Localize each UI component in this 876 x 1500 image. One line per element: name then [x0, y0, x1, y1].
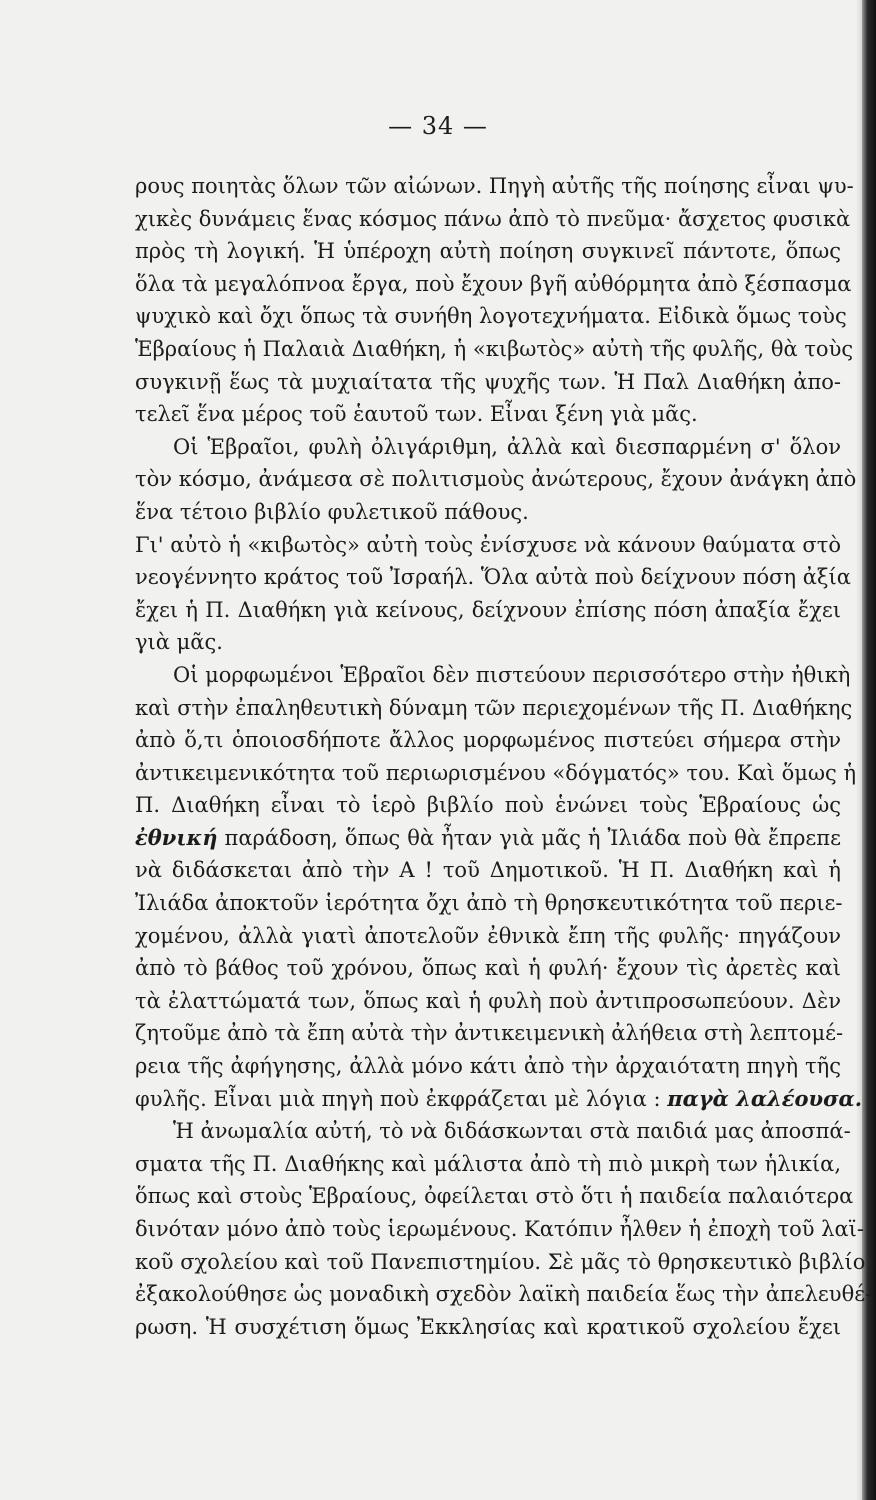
line-text: ἐξακολούθησε ὡς μοναδικὴ σχεδὸν λαϊκὴ παιδεία ἕως τὴν ἀπελευθέ-: [135, 1282, 873, 1307]
text-line: [135, 1246, 866, 1279]
text-line: [135, 366, 841, 399]
emphasized-word: ἐθνική: [135, 824, 218, 850]
text-line: [135, 496, 841, 529]
text-line: [135, 1278, 873, 1311]
text-line: [135, 333, 854, 366]
line-text: Ἑβραίους ἡ Παλαιὰ Διαθήκη, ἡ «κιβωτὸς» αὐτὴ τῆς φυλῆς, θὰ τοὺς: [135, 336, 854, 361]
text-line: [135, 757, 857, 790]
page-edge-binding: [862, 0, 876, 1500]
text-line: [135, 300, 847, 333]
line-text: ἔχει ἡ Π. Διαθήκη γιὰ κείνους, δείχνουν ἐπίσης πόση ἀπαξία ἔχει: [135, 597, 841, 622]
line-text: τὸν κόσμο, ἀνάμεσα σὲ πολιτισμοὺς ἀνώτερους, ἔχουν ἀνάγκη ἀπὸ: [135, 467, 857, 492]
line-text: γιὰ μᾶς.: [135, 630, 223, 655]
text-line: [135, 920, 841, 953]
line-text: καὶ στὴν ἐπαληθευτικὴ δύναμη τῶν περιεχομένων τῆς Π. Διαθήκης: [135, 695, 853, 720]
text-line: [135, 985, 841, 1018]
text-line: [135, 1083, 863, 1116]
line-text: χικὲς δυνάμεις ἕνας κόσμος πάνω ἀπὸ τὸ πνεῦμα· ἄσχετος φυσικὰ: [135, 206, 851, 231]
line-text: πρὸς τὴ λογική. Ἡ ὑπέροχη αὐτὴ ποίηση συγκινεῖ πάντοτε, ὅπως: [135, 239, 841, 264]
line-text: ὅλα τὰ μεγαλόπνοα ἔργα, ποὺ ἔχουν βγῆ αὐθόρμητα ἀπὸ ξέσπασμα: [135, 271, 852, 296]
line-text: Ἰλιάδα ἀποκτοῦν ἱερότητα ὄχι ἀπὸ τὴ θρησκευτικότητα τοῦ περιε-: [135, 891, 843, 916]
text-line: [135, 887, 841, 920]
line-text: συγκινῇ ἕως τὰ μυχιαίτατα τῆς ψυχῆς των. Ἡ Παλ Διαθήκη ἀπο-: [135, 369, 841, 394]
text-line: [135, 789, 841, 822]
text-line: [135, 398, 841, 431]
text-line: [135, 659, 851, 692]
text-line: [135, 1050, 841, 1083]
line-text: κοῦ σχολείου καὶ τοῦ Πανεπιστημίου. Σὲ μᾶς τὸ θρησκευτικὸ βιβλίο: [135, 1249, 866, 1274]
emphasized-phrase: παγὰ λαλέουσα.: [667, 1085, 863, 1111]
text-line: [135, 952, 841, 985]
line-text: ἀπὸ τὸ βάθος τοῦ χρόνου, ὅπως καὶ ἡ φυλή· ἔχουν τὶς ἀρετὲς καὶ: [135, 956, 841, 981]
line-text: νεογέννητο κράτος τοῦ Ἰσραήλ. Ὅλα αὐτὰ ποὺ δείχνουν πόση ἀξία: [135, 565, 851, 590]
line-text: ζητοῦμε ἀπὸ τὰ ἔπη αὐτὰ τὴν ἀντικειμενικὴ ἀλήθεια στὴ λεπτομέ-: [135, 1021, 844, 1046]
body-text: [135, 170, 873, 1343]
text-line: [135, 431, 841, 464]
line-text: ὅπως καὶ στοὺς Ἑβραίους, ὀφείλεται στὸ ὅτι ἡ παιδεία παλαιότερα: [135, 1184, 854, 1209]
text-line: [135, 170, 854, 203]
text-line: [135, 1148, 841, 1181]
text-line: [135, 1017, 844, 1050]
line-text: τελεῖ ἕνα μέρος τοῦ ἑαυτοῦ των. Εἶναι ξένη γιὰ μᾶς.: [135, 402, 698, 427]
text-line: [135, 463, 857, 496]
line-text: Γι' αὐτὸ ἡ «κιβωτὸς» αὐτὴ τοὺς ἐνίσχυσε νὰ κάνουν θαύματα στὸ: [135, 532, 841, 557]
text-line: [135, 235, 841, 268]
text-line: [135, 268, 852, 301]
line-text: Π. Διαθήκη εἶναι τὸ ἱερὸ βιβλίο ποὺ ἑνώνει τοὺς Ἑβραίους ὡς: [135, 793, 841, 818]
line-text: χομένου, ἀλλὰ γιατὶ ἀποτελοῦν ἐθνικὰ ἔπη τῆς φυλῆς· πηγάζουν: [135, 923, 841, 948]
line-text: νὰ διδάσκεται ἀπὸ τὴν Α ! τοῦ Δημοτικοῦ. Ἡ Π. Διαθήκη καὶ ἡ: [135, 858, 841, 883]
text-line: [135, 1115, 851, 1148]
text-line: [135, 626, 841, 659]
line-text: Ἡ ἀνωμαλία αὐτή, τὸ νὰ διδάσκωνται στὰ παιδιά μας ἀποσπά-: [173, 1119, 851, 1144]
line-text: ρωση. Ἡ συσχέτιση ὅμως Ἐκκλησίας καὶ κρατικοῦ σχολείου ἔχει: [135, 1314, 841, 1339]
text-line: [135, 1213, 865, 1246]
line-text: Οἱ Ἑβραῖοι, φυλὴ ὀλιγάριθμη, ἀλλὰ καὶ διεσπαρμένη σ' ὅλον: [173, 434, 841, 459]
line-text: τὰ ἐλαττώματά των, ὅπως καὶ ἡ φυλὴ ποὺ ἀντιπροσωπεύουν. Δὲν: [135, 988, 841, 1013]
line-text: Οἱ μορφωμένοι Ἑβραῖοι δὲν πιστεύουν περισσότερο στὴν ἠθικὴ: [173, 662, 851, 687]
line-text: ἀντικειμενικότητα τοῦ περιωρισμένου «δόγματός» του. Καὶ ὅμως ἡ: [135, 760, 857, 785]
line-text: φυλῆς. Εἶναι μιὰ πηγὴ ποὺ ἐκφράζεται μὲ λόγια :: [135, 1086, 668, 1111]
text-line: [135, 692, 853, 725]
line-text: παράδοση, ὅπως θὰ ἦταν γιὰ μᾶς ἡ Ἰλιάδα ποὺ θὰ ἔπρεπε: [217, 825, 841, 850]
line-text: ρους ποιητὰς ὅλων τῶν αἰώνων. Πηγὴ αὐτῆς τῆς ποίησης εἶναι ψυ-: [135, 174, 854, 198]
line-text: δινόταν μόνο ἀπὸ τοὺς ἱερωμένους. Κατόπιν ἦλθεν ἡ ἐποχὴ τοῦ λαϊ-: [135, 1217, 865, 1241]
line-text: ἀπὸ ὅ,τι ὁποιοσδήποτε ἄλλος μορφωμένος πιστεύει σήμερα στὴν: [135, 728, 841, 753]
text-line: [135, 724, 841, 757]
text-line: [135, 203, 851, 236]
text-line: [135, 822, 841, 855]
line-text: ρεια τῆς ἀφήγησης, ἀλλὰ μόνο κάτι ἀπὸ τὴν ἀρχαιότατη πηγὴ τῆς: [135, 1054, 841, 1079]
text-line: [135, 529, 841, 562]
text-line: [135, 1311, 841, 1344]
text-line: [135, 594, 841, 627]
line-text: σματα τῆς Π. Διαθήκης καὶ μάλιστα ἀπὸ τὴ πιὸ μικρὴ των ἡλικία,: [135, 1151, 841, 1176]
text-line: [135, 561, 851, 594]
line-text: ψυχικὸ καὶ ὄχι ὅπως τὰ συνήθη λογοτεχνήματα. Εἰδικὰ ὅμως τοὺς: [135, 304, 847, 329]
line-text: ἕνα τέτοιο βιβλίο φυλετικοῦ πάθους.: [135, 499, 529, 524]
page-number: — 34 —: [388, 112, 488, 140]
text-line: [135, 1180, 854, 1213]
text-line: [135, 854, 841, 887]
